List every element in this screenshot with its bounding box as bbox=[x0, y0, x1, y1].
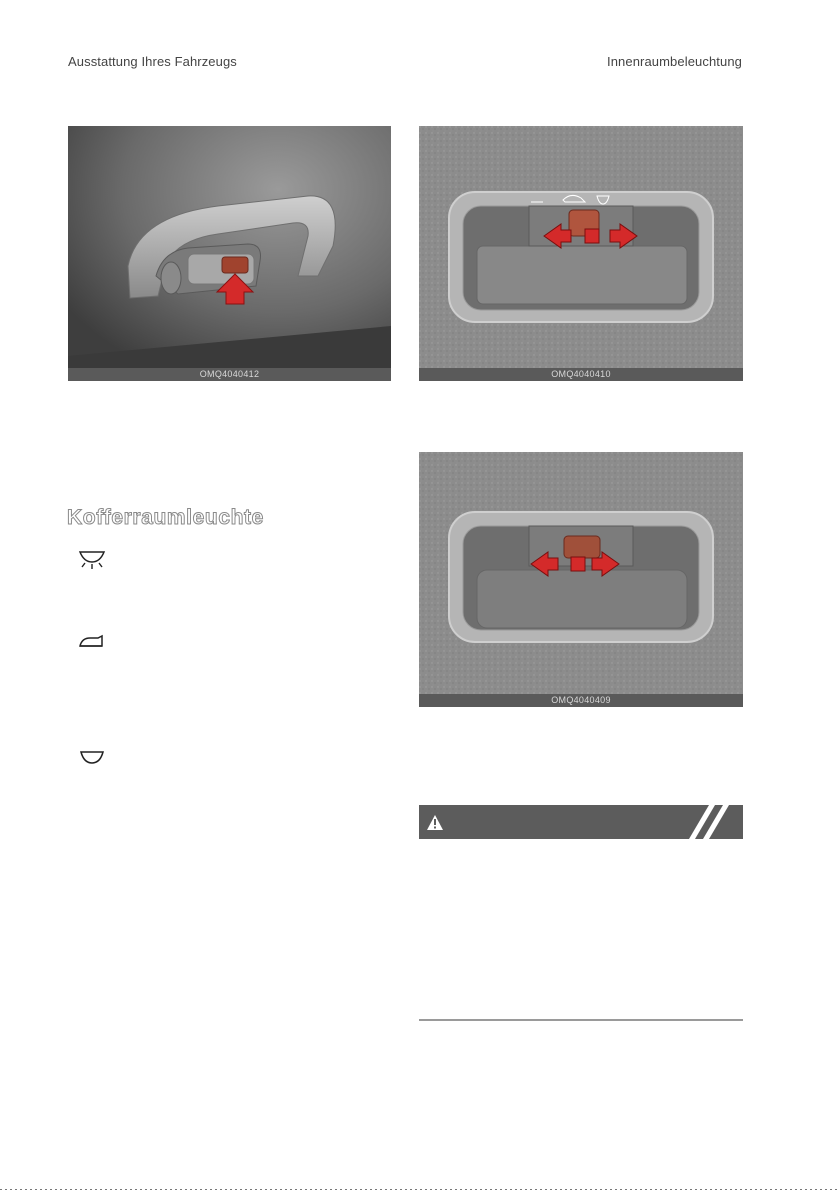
warning-end-rule bbox=[419, 1019, 743, 1021]
door-car-icon bbox=[78, 634, 106, 657]
lamp-on-icon bbox=[78, 548, 106, 575]
header-chapter: Ausstattung Ihres Fahrzeugs bbox=[68, 54, 237, 69]
figure-console-bottom bbox=[419, 452, 743, 707]
figure-grab-handle bbox=[68, 126, 391, 381]
grab-handle-illustration bbox=[68, 126, 391, 381]
figure-caption: OMQ4040409 bbox=[419, 694, 743, 707]
header-section: Innenraumbeleuchtung bbox=[607, 54, 742, 69]
warning-bar bbox=[419, 805, 743, 839]
console-illustration-1 bbox=[419, 126, 743, 381]
figure-console-top bbox=[419, 126, 743, 381]
page-bottom-edge bbox=[0, 1189, 840, 1190]
figure-caption: OMQ4040412 bbox=[68, 368, 391, 381]
figure-caption: OMQ4040410 bbox=[419, 368, 743, 381]
console-illustration-2 bbox=[419, 452, 743, 707]
lamp-off-icon bbox=[78, 749, 106, 772]
section-title: Kofferraumleuchte bbox=[67, 506, 264, 529]
